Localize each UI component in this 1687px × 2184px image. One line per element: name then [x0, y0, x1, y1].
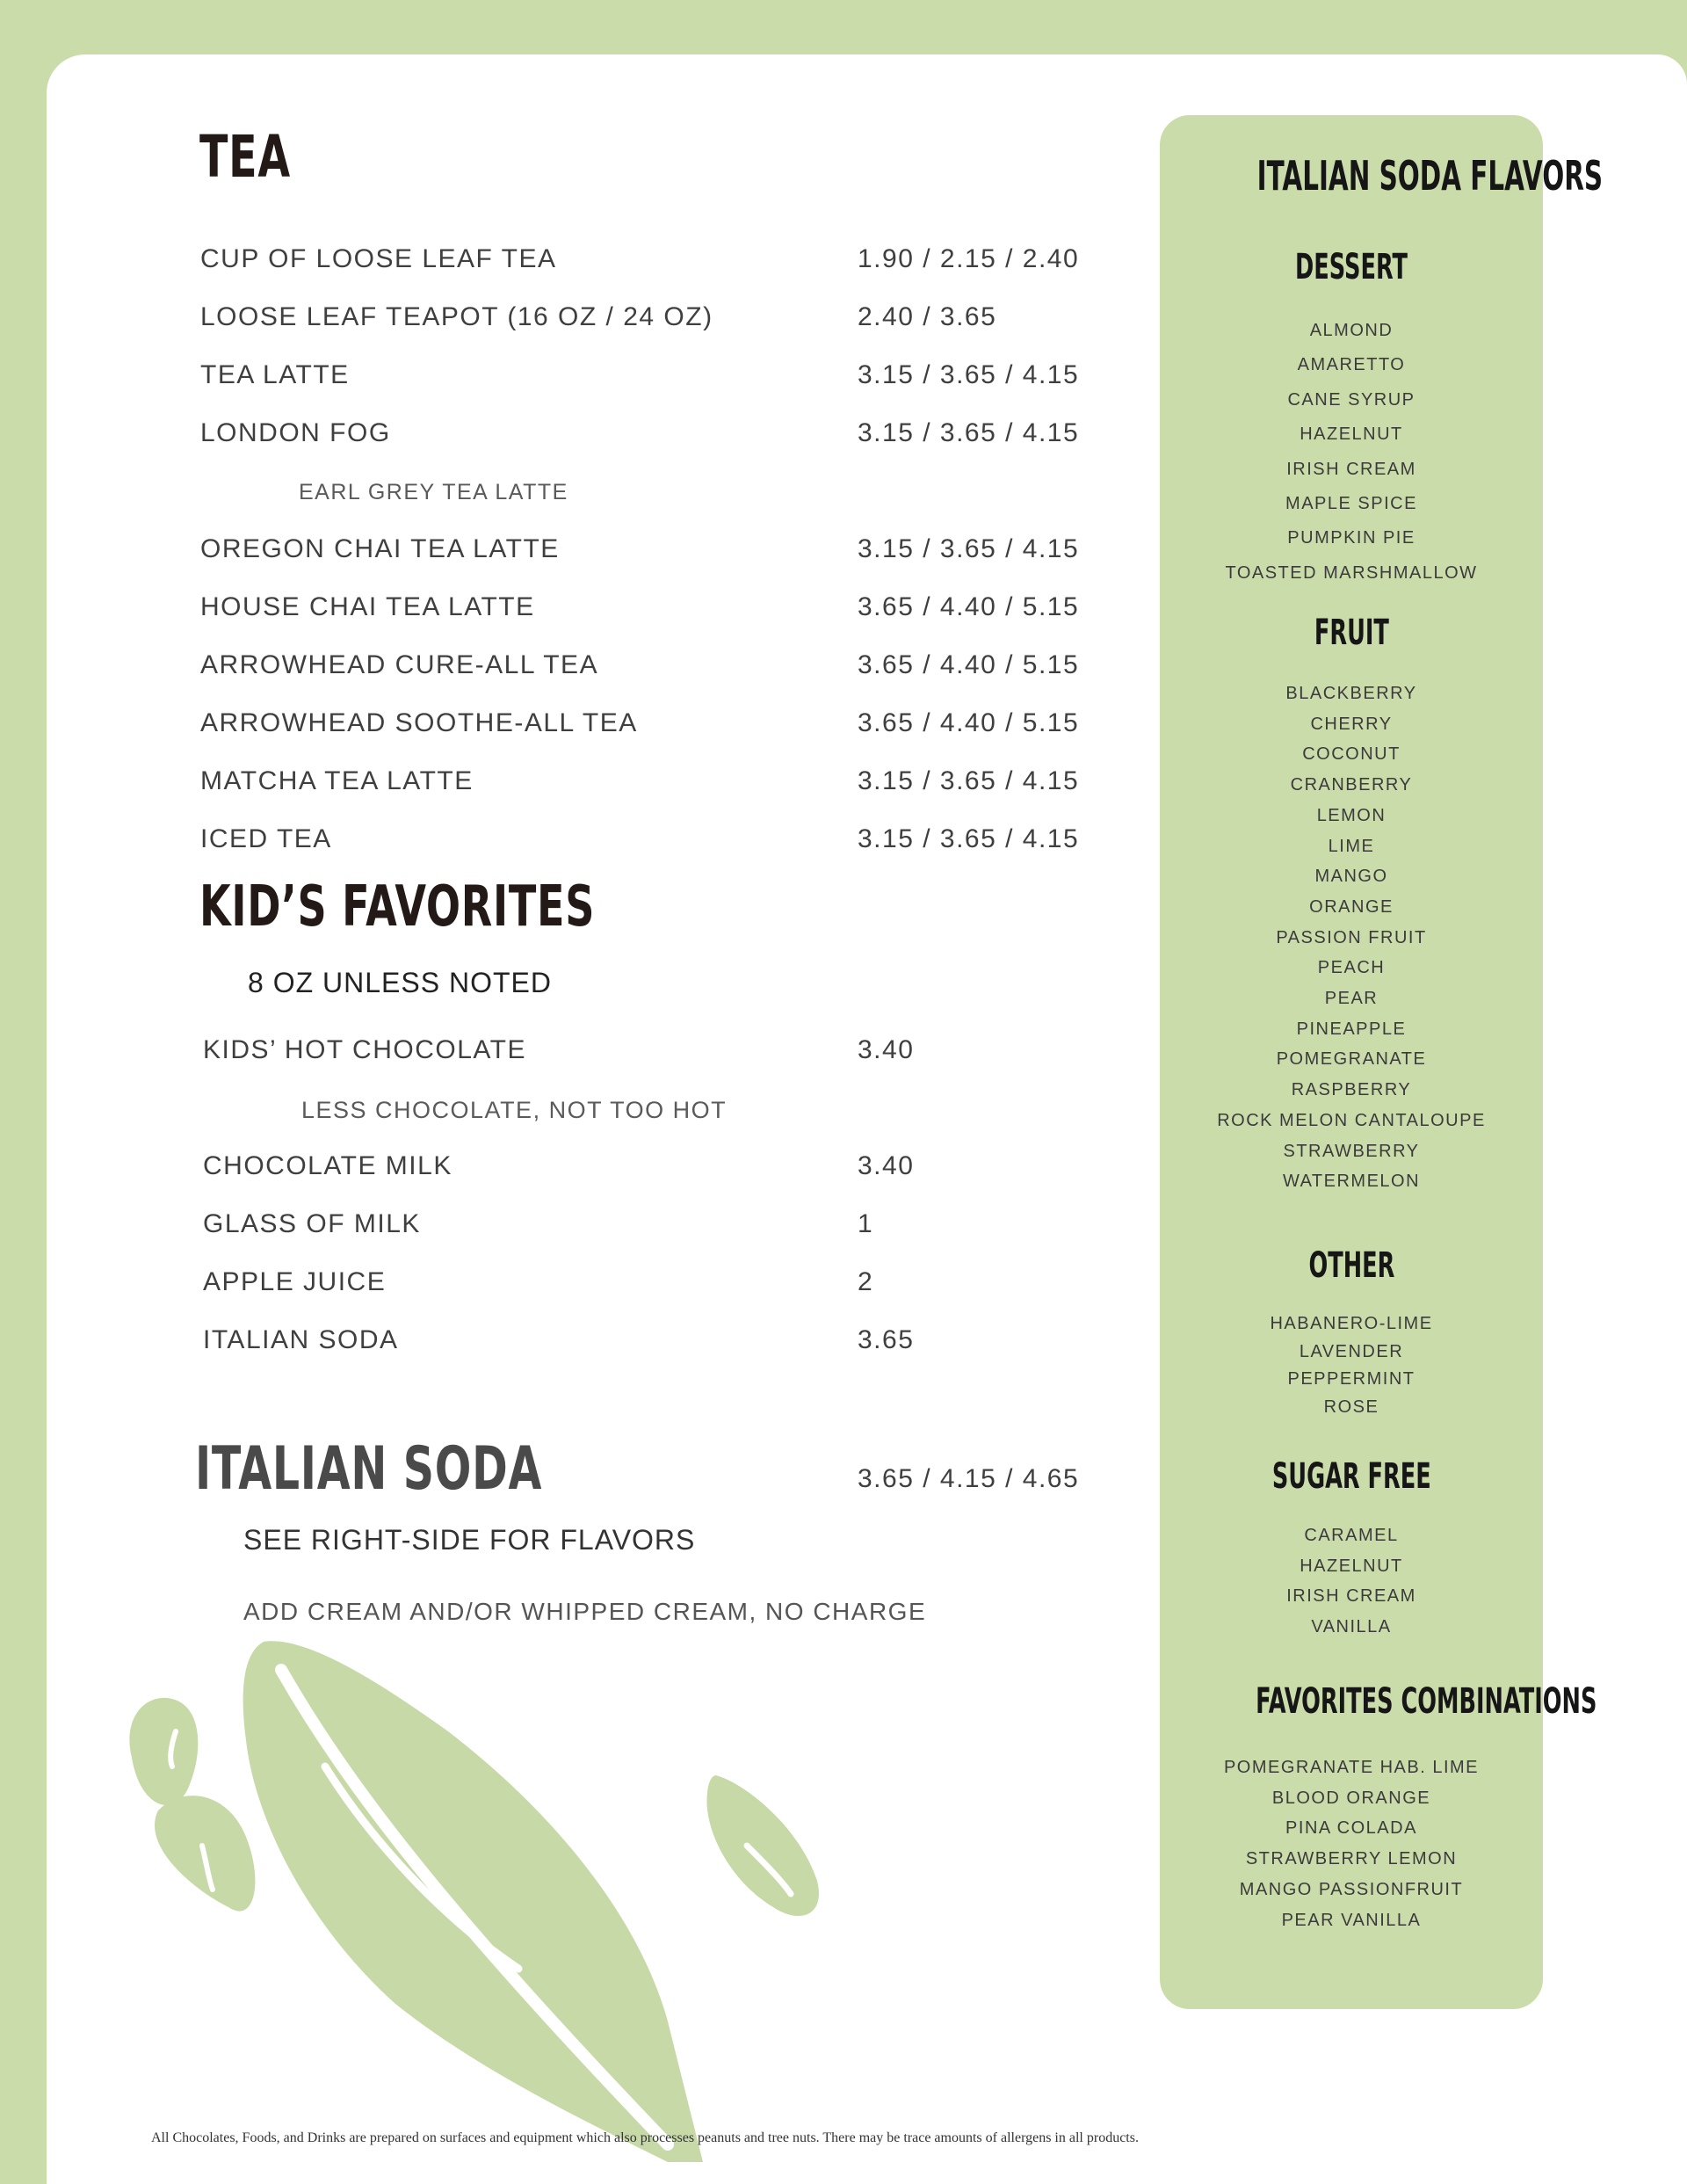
flavor-item: POMEGRANATE: [1276, 1049, 1427, 1070]
sugar-free-heading: SUGAR FREE: [1271, 1456, 1431, 1497]
flavors-title: ITALIAN SODA FLAVORS: [1256, 152, 1604, 200]
flavor-item: MANGO: [1314, 867, 1388, 887]
kids-price: 2: [858, 1267, 874, 1296]
tea-price: 3.15 / 3.65 / 4.15: [858, 534, 1080, 563]
tea-heading: TEA: [199, 123, 291, 191]
tea-item: HOUSE CHAI TEA LATTE: [200, 592, 535, 621]
tea-item: LONDON FOG: [200, 418, 391, 447]
flavor-item: LIME: [1328, 836, 1375, 856]
kids-item: GLASS OF MILK: [203, 1209, 421, 1238]
kids-item: KIDS’ HOT CHOCOLATE: [203, 1035, 526, 1064]
flavor-item: MANGO PASSIONFRUIT: [1239, 1879, 1464, 1899]
flavor-item: WATERMELON: [1282, 1172, 1421, 1192]
flavor-item: RASPBERRY: [1291, 1080, 1412, 1100]
tea-price: 3.65 / 4.40 / 5.15: [858, 592, 1080, 621]
flavor-item: CHERRY: [1310, 714, 1393, 734]
flavor-item: PUMPKIN PIE: [1287, 528, 1415, 548]
favorites-list: [1160, 1752, 1543, 1935]
kids-price: 3.40: [858, 1151, 915, 1180]
flavor-item: ROSE: [1323, 1397, 1379, 1417]
other-list: [1160, 1310, 1543, 1421]
flavor-item: TOASTED MARSHMALLOW: [1225, 562, 1478, 583]
tea-price: 3.65 / 4.40 / 5.15: [858, 650, 1080, 679]
flavor-item: VANILLA: [1311, 1617, 1392, 1637]
tea-price: 3.15 / 3.65 / 4.15: [858, 360, 1080, 389]
flavor-item: ALMOND: [1309, 321, 1394, 340]
sugar-free-list: [1160, 1520, 1543, 1643]
tea-item: MATCHA TEA LATTE: [200, 766, 474, 795]
kids-item: ITALIAN SODA: [203, 1325, 399, 1354]
flavor-item: STRAWBERRY: [1283, 1141, 1420, 1161]
flavor-item: COCONUT: [1302, 744, 1401, 765]
flavor-item: AMARETTO: [1297, 355, 1406, 375]
tea-price: 2.40 / 3.65: [858, 302, 997, 331]
flavor-item: PEACH: [1317, 958, 1386, 978]
flavor-item: MAPLE SPICE: [1285, 494, 1417, 514]
flavor-item: HABANERO-LIME: [1270, 1314, 1433, 1333]
flavor-item: HAZELNUT: [1300, 424, 1403, 445]
kids-subtitle: 8 OZ UNLESS NOTED: [248, 967, 552, 998]
tea-item: LOOSE LEAF TEAPOT (16 OZ / 24 OZ): [200, 302, 713, 331]
seed-icon: [706, 1775, 819, 1916]
flavor-item: CARAMEL: [1304, 1526, 1399, 1545]
flavor-item: PASSION FRUIT: [1276, 927, 1427, 947]
other-heading: OTHER: [1308, 1245, 1394, 1286]
flavor-item: IRISH CREAM: [1286, 1586, 1416, 1607]
flavor-item: BLACKBERRY: [1285, 684, 1417, 703]
kids-price: 3.40: [858, 1035, 915, 1064]
italian-soda-price: 3.65 / 4.15 / 4.65: [858, 1464, 1080, 1493]
flavor-item: HAZELNUT: [1300, 1556, 1403, 1576]
kids-item: APPLE JUICE: [203, 1267, 387, 1296]
tea-item: ARROWHEAD CURE-ALL TEA: [200, 650, 599, 679]
tea-price: 3.15 / 3.65 / 4.15: [858, 418, 1080, 447]
flavor-item: ORANGE: [1309, 896, 1394, 917]
flavor-item: CANE SYRUP: [1287, 389, 1415, 410]
leaf-illustration: [105, 1635, 844, 2162]
dessert-heading: DESSERT: [1295, 247, 1408, 287]
flavor-item: PEAR: [1324, 989, 1379, 1009]
tea-item: TEA LATTE: [200, 360, 350, 389]
italian-soda-heading: ITALIAN SODA: [195, 1434, 543, 1504]
flavor-item: POMEGRANATE HAB. LIME: [1223, 1758, 1480, 1777]
flavor-item: ROCK MELON CANTALOUPE: [1217, 1110, 1486, 1130]
tea-item: CUP OF LOOSE LEAF TEA: [200, 244, 557, 273]
tea-item: OREGON CHAI TEA LATTE: [200, 534, 560, 563]
flavor-item: CRANBERRY: [1290, 775, 1413, 795]
flavor-item: STRAWBERRY LEMON: [1245, 1849, 1458, 1869]
fruit-list: [1160, 678, 1543, 1197]
flavors-panel: [1160, 115, 1604, 2009]
tea-price: 3.15 / 3.65 / 4.15: [858, 766, 1080, 795]
italian-soda-subtitle: SEE RIGHT-SIDE FOR FLAVORS: [243, 1524, 696, 1556]
flavor-item: PINA COLADA: [1285, 1818, 1417, 1839]
allergen-disclaimer: All Chocolates, Foods, and Drinks are prepared on surfaces and equipment which also processes peanuts and tree nuts. There may be trace amounts of allergens in all products.: [151, 2130, 1139, 2145]
dessert-list: [1160, 314, 1543, 591]
italian-soda-note: ADD CREAM AND/OR WHIPPED CREAM, NO CHARGE: [243, 1598, 927, 1625]
seed-icon: [129, 1698, 198, 1805]
flavor-item: PEPPERMINT: [1287, 1369, 1415, 1389]
flavor-item: IRISH CREAM: [1286, 459, 1416, 479]
kids-heading: KID’S FAVORITES: [199, 874, 596, 940]
tea-item: ICED TEA: [200, 824, 332, 853]
favorites-heading: FAVORITES COMBINATIONS: [1256, 1681, 1597, 1722]
flavor-item: LAVENDER: [1299, 1341, 1404, 1361]
kids-price: 3.65: [858, 1325, 915, 1354]
london-fog-note: EARL GREY TEA LATTE: [299, 480, 568, 504]
tea-price: 3.65 / 4.40 / 5.15: [858, 708, 1080, 737]
flavor-item: LEMON: [1316, 805, 1387, 825]
tea-price: 3.15 / 3.65 / 4.15: [858, 824, 1080, 853]
kids-price: 1: [858, 1209, 874, 1238]
flavor-item: PEAR VANILLA: [1281, 1910, 1422, 1930]
tea-price: 1.90 / 2.15 / 2.40: [858, 244, 1080, 273]
flavor-item: BLOOD ORANGE: [1271, 1788, 1431, 1808]
hot-chocolate-note: LESS CHOCOLATE, NOT TOO HOT: [301, 1097, 728, 1123]
flavor-item: PINEAPPLE: [1296, 1019, 1407, 1039]
tea-item: ARROWHEAD SOOTHE-ALL TEA: [200, 708, 638, 737]
kids-item: CHOCOLATE MILK: [203, 1151, 453, 1180]
fruit-heading: FRUIT: [1314, 613, 1389, 653]
